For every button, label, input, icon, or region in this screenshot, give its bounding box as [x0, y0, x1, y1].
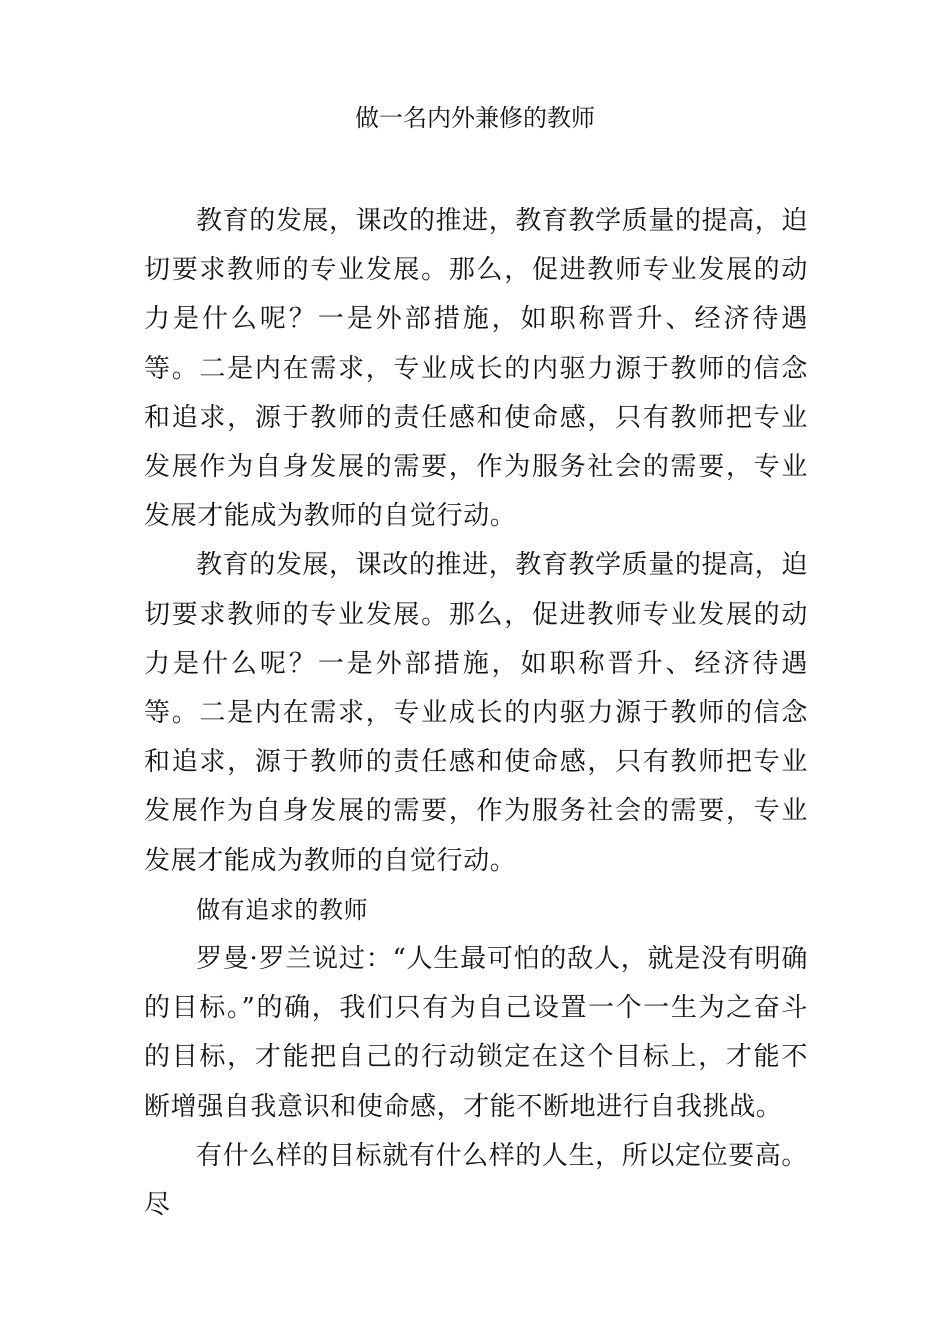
section-heading: 做有追求的教师 — [196, 895, 369, 924]
body-paragraph: 教育的发展，课改的推进，教育教学质量的提高，迫切要求教师的专业发展。那么，促进教师专业发展的动力是什么呢？一是外部措施，如职称晋升、经济待遇等。二是内在需求，专业成长的内驱力源于教师的信念和追求，源于教师的责任感和使命感，只有教师把专业发展作为自身发展的需要，作为服务社会的需要，专业发展才能成为教师的自觉行动。 — [144, 206, 808, 532]
section-paragraph: 有什么样的目标就有什么样的人生，所以定位要高。尽 — [144, 1140, 808, 1221]
body-paragraph: 教育的发展，课改的推进，教育教学质量的提高，迫切要求教师的专业发展。那么，促进教师专业发展的动力是什么呢？一是外部措施，如职称晋升、经济待遇等。二是内在需求，专业成长的内驱力源于教师的信念和追求，源于教师的责任感和使命感，只有教师把专业发展作为自身发展的需要，作为服务社会的需要，专业发展才能成为教师的自觉行动。 — [144, 550, 808, 876]
document-title: 做一名内外兼修的教师 — [355, 104, 595, 132]
section-paragraph: 罗曼·罗兰说过：“人生最可怕的敌人，就是没有明确的目标。”的确，我们只有为自己设置一个一生为之奋斗的目标，才能把自己的行动锁定在这个目标上，才能不断增强自我意识和使命感，才能不断地进行自我挑战。 — [144, 944, 808, 1122]
document-body — [144, 197, 808, 1230]
